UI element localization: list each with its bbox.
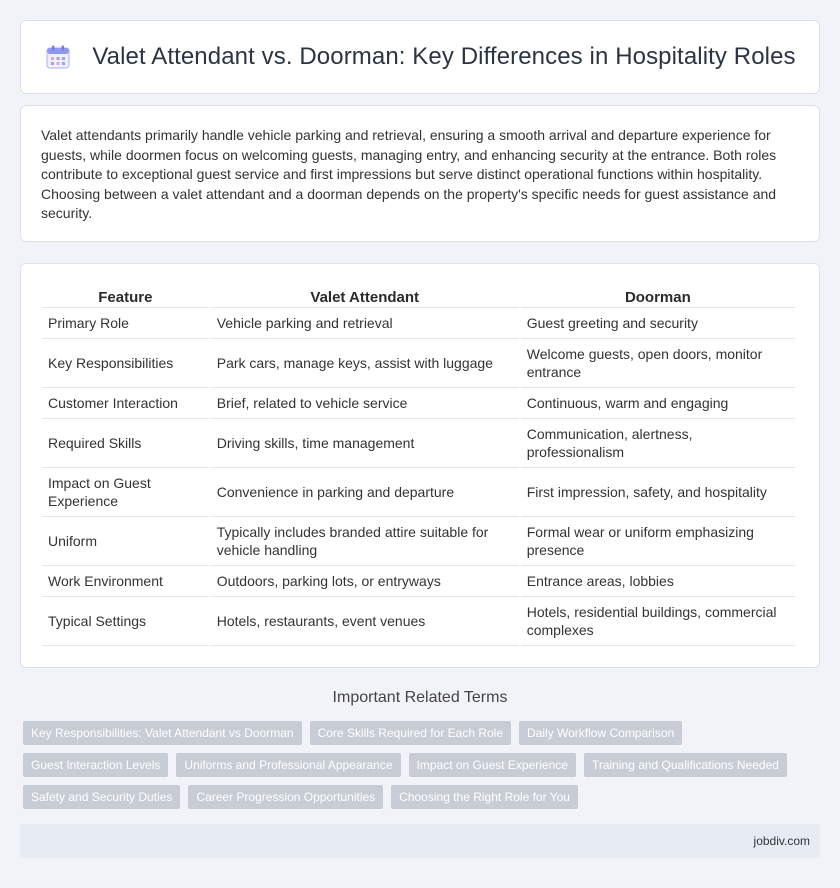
table-row bbox=[42, 517, 795, 566]
table-cell: Key Responsibilities bbox=[42, 339, 209, 388]
related-term-tag[interactable]: Uniforms and Professional Appearance bbox=[176, 753, 400, 777]
table-cell: Driving skills, time management bbox=[211, 419, 519, 468]
table-cell: Brief, related to vehicle service bbox=[211, 388, 519, 419]
table-cell: Communication, alertness, professionalism bbox=[521, 419, 795, 468]
table-cell: Uniform bbox=[42, 517, 209, 566]
table-cell: Welcome guests, open doors, monitor entrance bbox=[521, 339, 795, 388]
related-term-tag[interactable]: Key Responsibilities: Valet Attendant vs Doorman bbox=[23, 721, 302, 745]
table-cell: Convenience in parking and departure bbox=[211, 468, 519, 517]
intro-card bbox=[20, 105, 820, 242]
related-term-tag[interactable]: Core Skills Required for Each Role bbox=[310, 721, 511, 745]
title-card bbox=[20, 20, 820, 94]
page-title: Valet Attendant vs. Doorman: Key Differences in Hospitality Roles bbox=[92, 43, 796, 70]
related-term-tag[interactable]: Training and Qualifications Needed bbox=[584, 753, 787, 777]
table-cell: Hotels, restaurants, event venues bbox=[211, 597, 519, 646]
table-row bbox=[42, 388, 795, 419]
table-cell: Typical Settings bbox=[42, 597, 209, 646]
table-row bbox=[42, 468, 795, 517]
table-cell: Formal wear or uniform emphasizing presence bbox=[521, 517, 795, 566]
column-header: Doorman bbox=[521, 282, 795, 308]
table-cell: Hotels, residential buildings, commercial complexes bbox=[521, 597, 795, 646]
table-cell: Customer Interaction bbox=[42, 388, 209, 419]
table-cell: Entrance areas, lobbies bbox=[521, 566, 795, 597]
related-term-tag[interactable]: Guest Interaction Levels bbox=[23, 753, 168, 777]
table-row bbox=[42, 419, 795, 468]
table-row bbox=[42, 308, 795, 339]
related-term-tag[interactable]: Career Progression Opportunities bbox=[188, 785, 383, 809]
column-header: Feature bbox=[42, 282, 209, 308]
footer bbox=[20, 824, 820, 858]
table-cell: Park cars, manage keys, assist with luggage bbox=[211, 339, 519, 388]
table-cell: Primary Role bbox=[42, 308, 209, 339]
related-term-tag[interactable]: Choosing the Right Role for You bbox=[391, 785, 578, 809]
table-row bbox=[42, 597, 795, 646]
related-term-tag[interactable]: Daily Workflow Comparison bbox=[519, 721, 682, 745]
calendar-icon bbox=[44, 43, 72, 71]
related-term-tag[interactable]: Safety and Security Duties bbox=[23, 785, 180, 809]
table-cell: Continuous, warm and engaging bbox=[521, 388, 795, 419]
column-header: Valet Attendant bbox=[211, 282, 519, 308]
table-row bbox=[42, 566, 795, 597]
related-terms-list bbox=[23, 721, 803, 817]
table-cell: First impression, safety, and hospitality bbox=[521, 468, 795, 517]
comparison-table bbox=[40, 282, 797, 646]
intro-paragraph: Valet attendants primarily handle vehicle parking and retrieval, ensuring a smooth arrival and departure experience for guests, while doormen focus on welcoming guests, managing entry, and enhancing security at the entrance. Both roles contribute to exceptional guest service and first impressions but serve distinct operational functions within hospitality. Choosing between a valet attendant and a doorman depends on the property's specific needs for guest assistance and security. bbox=[41, 127, 777, 221]
table-cell: Work Environment bbox=[42, 566, 209, 597]
related-term-tag[interactable]: Impact on Guest Experience bbox=[409, 753, 576, 777]
table-header-row bbox=[42, 282, 795, 308]
table-cell: Vehicle parking and retrieval bbox=[211, 308, 519, 339]
table-row bbox=[42, 339, 795, 388]
comparison-table-card bbox=[20, 263, 820, 668]
related-terms-title: Important Related Terms bbox=[332, 689, 508, 706]
table-cell: Typically includes branded attire suitable for vehicle handling bbox=[211, 517, 519, 566]
table-cell: Outdoors, parking lots, or entryways bbox=[211, 566, 519, 597]
table-cell: Required Skills bbox=[42, 419, 209, 468]
table-cell: Guest greeting and security bbox=[521, 308, 795, 339]
footer-site-link[interactable]: jobdiv.com bbox=[753, 834, 810, 848]
table-cell: Impact on Guest Experience bbox=[42, 468, 209, 517]
